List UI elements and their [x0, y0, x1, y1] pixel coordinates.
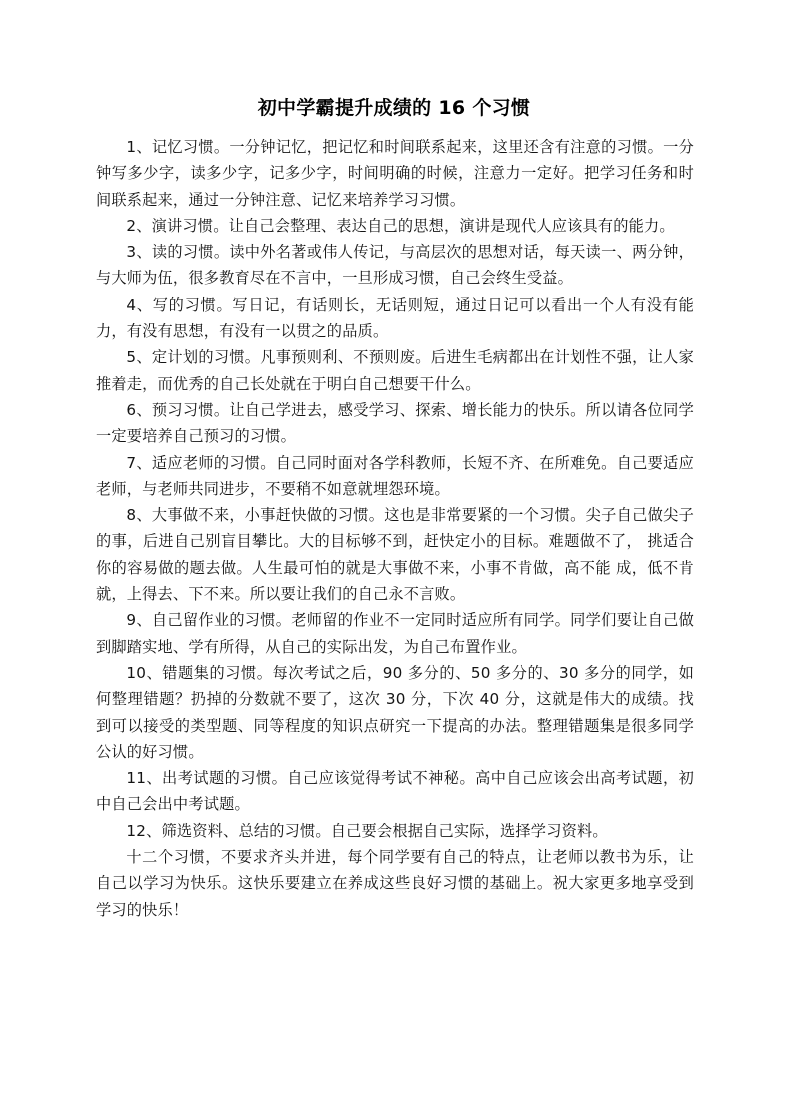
- paragraph-habit-5: 5、定计划的习惯。凡事预则利、不预则废。后进生毛病都出在计划性不强，让人家推着走，而优秀的自己长处就在于明白自己想要干什么。: [96, 348, 694, 393]
- paragraph-conclusion: 十二个习惯，不要求齐头并进，每个同学要有自己的特点，让老师以教书为乐，让自己以学习为快乐。这快乐要建立在养成这些良好习惯的基础上。祝大家更多地享受到学习的快乐！: [96, 848, 694, 919]
- paragraph-habit-7: 7、适应老师的习惯。自己同时面对各学科教师，长短不齐、在所难免。自己要适应老师，与老师共同进步，不要稍不如意就埋怨环境。: [96, 453, 694, 498]
- paragraph-habit-9: 9、自己留作业的习惯。老师留的作业不一定同时适应所有同学。同学们要让自己做到脚踏实地、学有所得，从自己的实际出发，为自己布置作业。: [96, 611, 694, 656]
- paragraph-habit-1: 1、记忆习惯。一分钟记忆，把记忆和时间联系起来，这里还含有注意的习惯。一分钟写多少字，读多少字，记多少字，时间明确的时候，注意力一定好。把学习任务和时间联系起来，通过一分钟注意、记忆来培养学习习惯。: [96, 138, 694, 209]
- paragraph-habit-2: 2、演讲习惯。让自己会整理、表达自己的思想，演讲是现代人应该具有的能力。: [126, 216, 675, 235]
- document-body: [96, 134, 694, 923]
- paragraph-habit-10: 10、错题集的习惯。每次考试之后，90 多分的、50 多分的、30 多分的同学，如何整理错题？扔掉的分数就不要了，这次 30 分，下次 40 分，这就是伟大的成绩。找到可以接受的类型题、同等程度的知识点研究一下提高的办法。整理错题集是很多同学公认的好习惯。: [96, 663, 694, 761]
- paragraph-habit-11: 11、出考试题的习惯。自己应该觉得考试不神秘。高中自己应该会出高考试题，初中自己会出中考试题。: [96, 769, 694, 814]
- paragraph-habit-6: 6、预习习惯。让自己学进去，感受学习、探索、增长能力的快乐。所以请各位同学一定要培养自己预习的习惯。: [96, 400, 694, 446]
- paragraph-habit-8: 8、大事做不来，小事赶快做的习惯。这也是非常要紧的一个习惯。尖子自己做尖子的事，后进自己别盲目攀比。大的目标够不到，赶快定小的目标。难题做不了， 挑适合你的容易做的题去做。人生最可怕的就是大事做不来，小事不肯做，高不能 成，低不肯就，上得去、下不来。所以要让我们的自己永不言败。: [96, 506, 694, 604]
- document-title: 初中学霸提升成绩的 16 个习惯: [257, 97, 531, 119]
- paragraph-habit-3: 3、读的习惯。读中外名著或伟人传记，与高层次的思想对话，每天读一、两分钟，与大师为伍，很多教育尽在不言中，一旦形成习惯，自己会终生受益。: [96, 243, 694, 288]
- paragraph-habit-12: 12、筛选资料、总结的习惯。自己要会根据自己实际，选择学习资料。: [126, 821, 608, 840]
- paragraph-habit-4: 4、写的习惯。写日记，有话则长，无话则短，通过日记可以看出一个人有没有能力，有没有思想，有没有一以贯之的品质。: [96, 295, 694, 341]
